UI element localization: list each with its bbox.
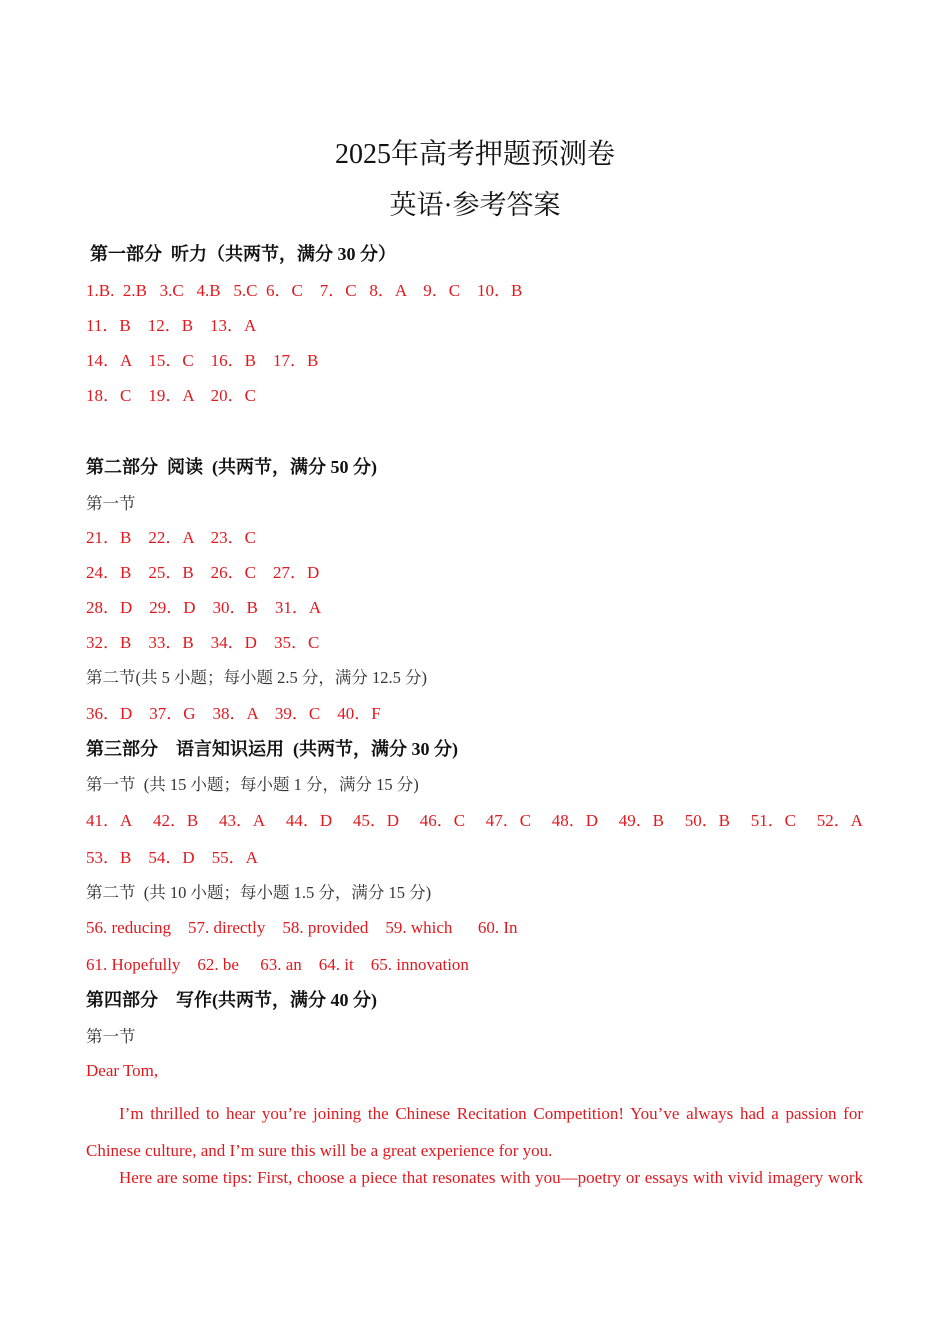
answer-line: 36．D 37．G 38．A 39．C 40．F: [86, 704, 381, 723]
answer-item: 43．A: [218, 811, 266, 830]
document-subtitle: 英语·参考答案: [389, 190, 561, 220]
answer-item: 41．A: [86, 811, 133, 830]
answer-item: 42．B: [152, 811, 199, 830]
answer-item: 52．A: [816, 811, 863, 830]
answer-item: 49．B: [618, 811, 665, 830]
section-label: 第一节: [86, 1027, 136, 1046]
part2-heading: 第二部分 阅读 (共两节，满分 50 分): [86, 457, 377, 477]
section-label: 第二节 (共 10 小题；每小题 1.5 分，满分 15 分): [86, 883, 432, 902]
answer-line: 32．B 33．B 34．D 35．C: [86, 633, 320, 652]
document-title: 2025年高考押题预测卷: [334, 139, 615, 170]
answer-line: 18．C 19．A 20．C: [86, 386, 257, 405]
part1-heading: 第一部分 听力（共两节，满分 30 分）: [90, 244, 396, 264]
answer-item: 45．D: [352, 811, 400, 830]
section-label: 第一节 (共 15 小题；每小题 1 分，满分 15 分): [86, 775, 419, 794]
answer-item: 48．D: [551, 811, 599, 830]
answer-line: 14．A 15．C 16．B 17．B: [86, 351, 319, 370]
answer-item: 46．C: [419, 811, 466, 830]
answer-row: [86, 810, 863, 832]
part3-heading: 第三部分 语言知识运用 (共两节，满分 30 分): [86, 739, 458, 759]
answer-line: 61. Hopefully 62. be 63. an 64. it 65. innovation: [86, 955, 469, 974]
section-label: 第二节(共 5 小题；每小题 2.5 分，满分 12.5 分): [86, 668, 427, 687]
answer-line: 11．B 12．B 13．A: [86, 316, 257, 335]
part4-heading: 第四部分 写作(共两节，满分 40 分): [86, 990, 377, 1010]
answer-line: 24．B 25．B 26．C 27．D: [86, 563, 320, 582]
answer-item: 47．C: [485, 811, 532, 830]
letter-greeting: Dear Tom,: [86, 1061, 159, 1080]
answer-line: 1.B. 2.B 3.C 4.B 5.C 6．C 7．C 8．A 9．C 10．B: [86, 281, 523, 300]
answer-item: 51．C: [750, 811, 797, 830]
section-label: 第一节: [86, 494, 136, 513]
answer-item: 50．B: [684, 811, 731, 830]
letter-paragraph: Here are some tips: First, choose a piece that resonates with you—poetry or essays with vivid imagery work: [119, 1168, 863, 1187]
answer-line: 28．D 29．D 30．B 31．A: [86, 598, 322, 617]
letter-paragraph: I’m thrilled to hear you’re joining the Chinese Recitation Competition! You’ve always had a passion for Chinese culture, and I’m sure this will be a great experience for you.: [86, 1104, 863, 1160]
answer-line: 21．B 22．A 23．C: [86, 528, 257, 547]
answer-line: 53．B 54．D 55．A: [86, 848, 258, 867]
answer-line: 56. reducing 57. directly 58. provided 59. which 60. In: [86, 918, 518, 937]
answer-item: 44．D: [285, 811, 333, 830]
